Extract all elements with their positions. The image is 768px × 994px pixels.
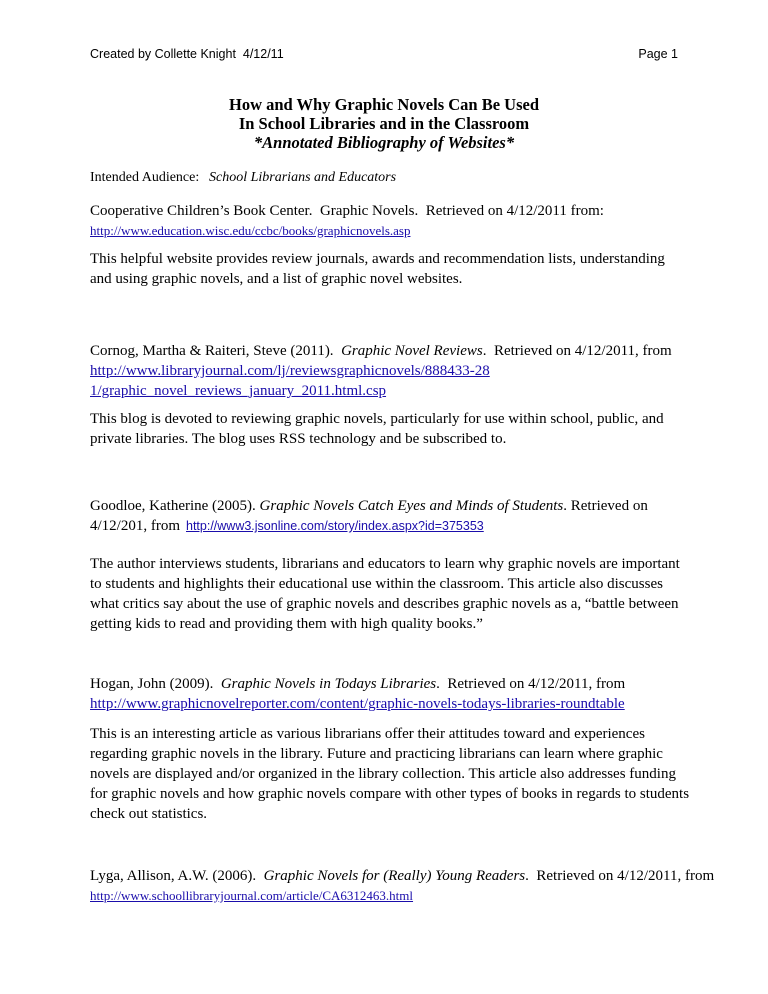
citation-title: Graphic Novels Catch Eyes and Minds of Students <box>259 498 564 514</box>
title-line-1: How and Why Graphic Novels Can Be Used <box>228 95 540 114</box>
citation <box>90 341 690 361</box>
citation-retrieved: . Retrieved on 4/12/201, from <box>90 498 648 534</box>
annotation-4: This is an interesting article as various librarians offer their attitudes toward and experiences regarding graphic novels in the library. Future and practicing librarians can learn where graphic novels are displayed and/or organized in the library collection. This article also addresses funding for graphic novels and how graphic novels compare with other types of books in regards to students check out statistics. <box>90 726 690 822</box>
bibliography-entry-5 <box>90 866 715 906</box>
citation-retrieved: . Retrieved on 4/12/2011, from <box>482 343 672 359</box>
citation-title: Graphic Novels in Todays Libraries <box>220 676 437 692</box>
entry-link[interactable]: http://www3.jsonline.com/story/index.aspx?id=375353 <box>186 519 484 533</box>
audience-label: Intended Audience: <box>90 170 200 185</box>
citation-author: Goodloe, Katherine (2005). <box>90 498 256 514</box>
entry-link[interactable]: http://www.graphicnovelreporter.com/content/graphic-novels-todays-libraries-roundtable <box>90 696 625 712</box>
citation-author: Lyga, Allison, A.W. (2006). <box>90 868 257 884</box>
annotation-1: This helpful website provides review journals, awards and recommendation lists, understanding and using graphic novels, and a list of graphic novel websites. <box>90 251 665 287</box>
citation-title: Graphic Novels for (Really) Young Readers <box>263 868 526 884</box>
header-author-date: Created by Collette Knight 4/12/11 <box>90 47 284 61</box>
annotation-3: The author interviews students, librarians and educators to learn why graphic novels are important to students and highlights their educational use within the classroom. This article also discusses what critics say about the use of graphic novels and describes graphic novels as a, “battle between getting kids to read and providing them with high quality books.” <box>90 556 680 632</box>
entry-link[interactable]: http://www.education.wisc.edu/ccbc/books/graphicnovels.asp <box>90 223 411 238</box>
citation-retrieved: . Retrieved on 4/12/2011, from <box>436 676 626 692</box>
citation-retrieved: . Retrieved on 4/12/2011, from <box>525 868 715 884</box>
citation <box>90 496 690 536</box>
bibliography-entry-3 <box>90 496 690 536</box>
bibliography-entry-1 <box>90 201 690 241</box>
citation-title: Graphic Novel Reviews <box>341 343 483 359</box>
bibliography-entry-2 <box>90 341 690 401</box>
entry-link[interactable]: http://www.schoollibraryjournal.com/article/CA6312463.html <box>90 888 414 903</box>
citation-author: Cornog, Martha & Raiteri, Steve (2011). <box>90 343 334 359</box>
document-title <box>0 95 768 152</box>
title-line-3: *Annotated Bibliography of Websites* <box>253 133 515 152</box>
title-line-2: In School Libraries and in the Classroom <box>238 114 530 133</box>
bibliography-entry-4 <box>90 674 690 714</box>
page-header <box>90 47 678 61</box>
citation <box>90 674 690 694</box>
citation-author: Hogan, John (2009). <box>90 676 214 692</box>
annotation-2: This blog is devoted to reviewing graphic novels, particularly for use within school, public, and private libraries. The blog uses RSS technology and be subscribed to. <box>90 411 664 447</box>
citation <box>90 201 690 221</box>
audience-value: School Librarians and Educators <box>209 170 397 185</box>
entry-link[interactable]: http://www.libraryjournal.com/lj/reviewsgraphicnovels/888433-281/graphic_novel_reviews_january_2011.html.csp <box>90 363 490 399</box>
intended-audience <box>90 167 690 188</box>
citation-text: Cooperative Children’s Book Center. Graphic Novels. Retrieved on 4/12/2011 from: <box>90 203 604 219</box>
citation <box>90 866 715 886</box>
header-page-number: Page 1 <box>638 47 678 61</box>
